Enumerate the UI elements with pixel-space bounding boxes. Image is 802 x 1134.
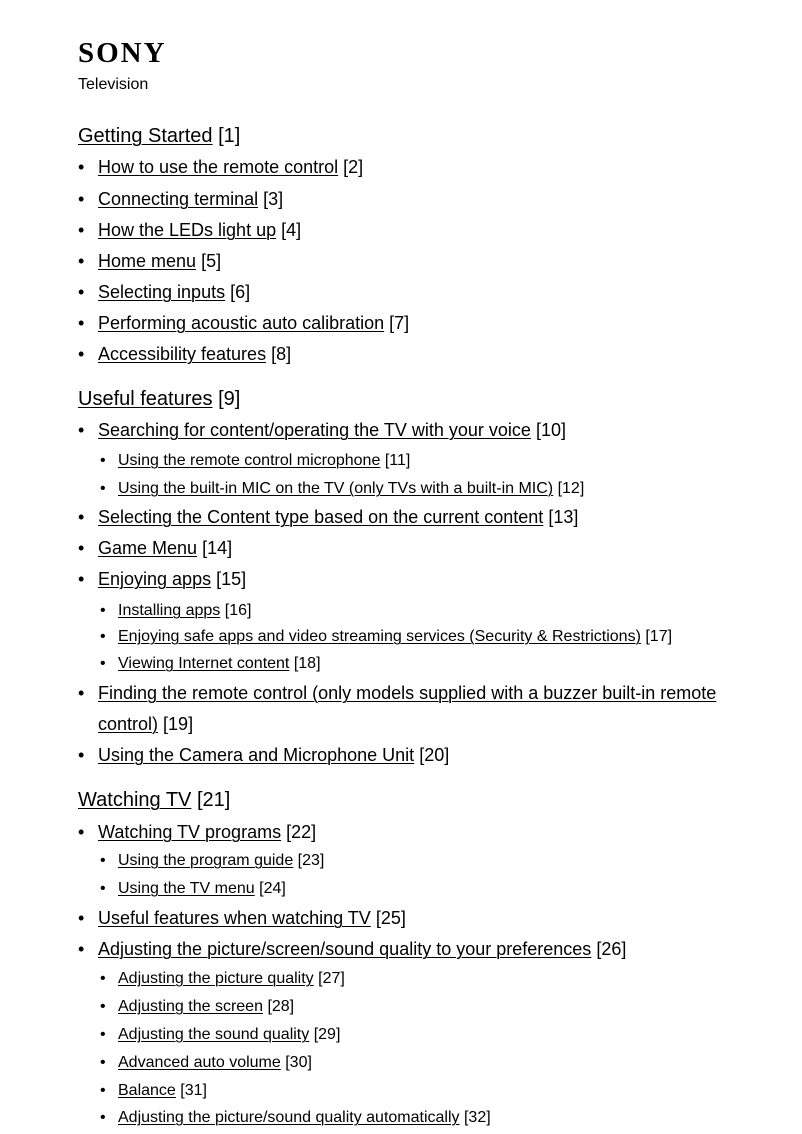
toc-number: [29] bbox=[313, 1026, 341, 1043]
toc-number: [10] bbox=[535, 420, 566, 440]
toc-number: [24] bbox=[259, 880, 286, 897]
toc-number: [5] bbox=[201, 251, 222, 271]
toc-number: [13] bbox=[548, 507, 579, 527]
toc-subitem bbox=[118, 1108, 491, 1128]
toc-link[interactable]: Using the TV menu bbox=[118, 880, 255, 897]
toc-link[interactable]: Watching TV bbox=[78, 789, 192, 811]
toc-item bbox=[98, 308, 738, 339]
toc-subitem bbox=[118, 654, 321, 674]
toc-link[interactable]: Adjusting the picture quality bbox=[118, 970, 314, 987]
toc-link[interactable]: Using the program guide bbox=[118, 852, 294, 869]
toc-link[interactable]: Using the built-in MIC on the TV (only TVs with a built-in MIC) bbox=[118, 480, 554, 497]
toc-link[interactable]: Using the Camera and Microphone Unit bbox=[98, 745, 415, 765]
toc-subitem bbox=[118, 1053, 312, 1073]
toc-subitem bbox=[118, 1025, 340, 1045]
toc-link[interactable]: Getting Started bbox=[78, 125, 213, 147]
toc-link[interactable]: Selecting the Content type based on the current content bbox=[98, 507, 544, 527]
toc-link[interactable]: Adjusting the sound quality bbox=[118, 1026, 310, 1043]
toc-number: [2] bbox=[343, 157, 364, 177]
toc-number: [28] bbox=[267, 998, 295, 1015]
toc-item bbox=[98, 184, 738, 215]
toc-item bbox=[98, 934, 738, 965]
toc-subitem bbox=[118, 879, 286, 899]
toc-number: [21] bbox=[196, 789, 231, 811]
toc-number: [14] bbox=[202, 538, 233, 558]
toc-link[interactable]: Balance bbox=[118, 1082, 176, 1099]
toc-link[interactable]: Game Menu bbox=[98, 538, 198, 558]
toc-number: [8] bbox=[271, 344, 292, 364]
toc-link[interactable]: Useful features bbox=[78, 388, 213, 410]
toc-link[interactable]: Watching TV programs bbox=[98, 822, 282, 842]
toc-number: [18] bbox=[293, 655, 321, 672]
toc-link[interactable]: Installing apps bbox=[118, 602, 221, 619]
toc-subitem bbox=[118, 627, 672, 647]
toc-link[interactable]: Home menu bbox=[98, 251, 197, 271]
toc-subitem bbox=[118, 997, 294, 1017]
toc-number: [9] bbox=[218, 388, 241, 410]
toc-link[interactable]: Using the remote control microphone bbox=[118, 452, 381, 469]
toc-item bbox=[98, 339, 738, 370]
toc-link[interactable]: Accessibility features bbox=[98, 344, 267, 364]
toc-number: [1] bbox=[218, 125, 241, 147]
toc-number: [22] bbox=[286, 822, 317, 842]
toc-link[interactable]: Adjusting the picture/screen/sound quality to your preferences bbox=[98, 939, 592, 959]
toc-number: [7] bbox=[389, 313, 410, 333]
toc-section-watching-tv bbox=[78, 788, 230, 812]
toc-subitem bbox=[118, 479, 584, 499]
toc-item bbox=[98, 152, 738, 183]
toc-number: [16] bbox=[224, 602, 252, 619]
toc-subitem bbox=[118, 451, 410, 471]
toc-section-useful-features bbox=[78, 387, 240, 411]
toc-link[interactable]: Selecting inputs bbox=[98, 282, 226, 302]
toc-number: [15] bbox=[216, 569, 247, 589]
toc-number: [23] bbox=[297, 852, 325, 869]
toc-number: [12] bbox=[557, 480, 585, 497]
toc-number: [4] bbox=[281, 220, 302, 240]
toc-subitem bbox=[118, 601, 251, 621]
toc-link[interactable]: Enjoying safe apps and video streaming services (Security & Restrictions) bbox=[118, 628, 641, 645]
toc-item bbox=[98, 533, 738, 564]
toc-number: [20] bbox=[419, 745, 450, 765]
toc-number: [32] bbox=[463, 1109, 491, 1126]
sony-logo: SONY bbox=[78, 37, 167, 69]
toc-number: [19] bbox=[163, 714, 194, 734]
toc-number: [25] bbox=[375, 908, 406, 928]
toc-section-getting-started bbox=[78, 124, 240, 148]
toc-number: [27] bbox=[318, 970, 345, 987]
toc-link[interactable]: Enjoying apps bbox=[98, 569, 212, 589]
toc-link[interactable]: Connecting terminal bbox=[98, 189, 259, 209]
toc-link[interactable]: How the LEDs light up bbox=[98, 220, 277, 240]
toc-number: [11] bbox=[384, 452, 411, 469]
toc-link[interactable]: Adjusting the screen bbox=[118, 998, 263, 1015]
toc-item bbox=[98, 740, 738, 771]
toc-subitem bbox=[118, 969, 345, 989]
toc-item bbox=[98, 564, 738, 595]
toc-link[interactable]: Adjusting the picture/sound quality automatically bbox=[118, 1109, 460, 1126]
toc-number: [31] bbox=[180, 1082, 207, 1099]
toc-number: [26] bbox=[596, 939, 627, 959]
toc-number: [30] bbox=[285, 1054, 312, 1071]
toc-link[interactable]: Useful features when watching TV bbox=[98, 908, 371, 928]
toc-item bbox=[98, 678, 738, 740]
toc-link[interactable]: Viewing Internet content bbox=[118, 655, 290, 672]
toc-link[interactable]: Performing acoustic auto calibration bbox=[98, 313, 385, 333]
toc-number: [3] bbox=[263, 189, 284, 209]
product-subtitle: Television bbox=[78, 76, 149, 93]
toc-link[interactable]: Finding the remote control (only models supplied with a buzzer built-in remote control) bbox=[98, 683, 717, 734]
toc-subitem bbox=[118, 851, 324, 871]
toc-item bbox=[98, 277, 738, 308]
toc-item bbox=[98, 215, 738, 246]
toc-item bbox=[98, 415, 738, 446]
toc-subitem bbox=[118, 1081, 207, 1101]
toc-link[interactable]: Advanced auto volume bbox=[118, 1054, 281, 1071]
toc-item bbox=[98, 903, 738, 934]
toc-number: [6] bbox=[230, 282, 251, 302]
toc-item bbox=[98, 817, 738, 848]
toc-item bbox=[98, 246, 738, 277]
toc-number: [17] bbox=[645, 628, 673, 645]
toc-link[interactable]: Searching for content/operating the TV with your voice bbox=[98, 420, 531, 440]
toc-item bbox=[98, 502, 738, 533]
toc-link[interactable]: How to use the remote control bbox=[98, 157, 339, 177]
